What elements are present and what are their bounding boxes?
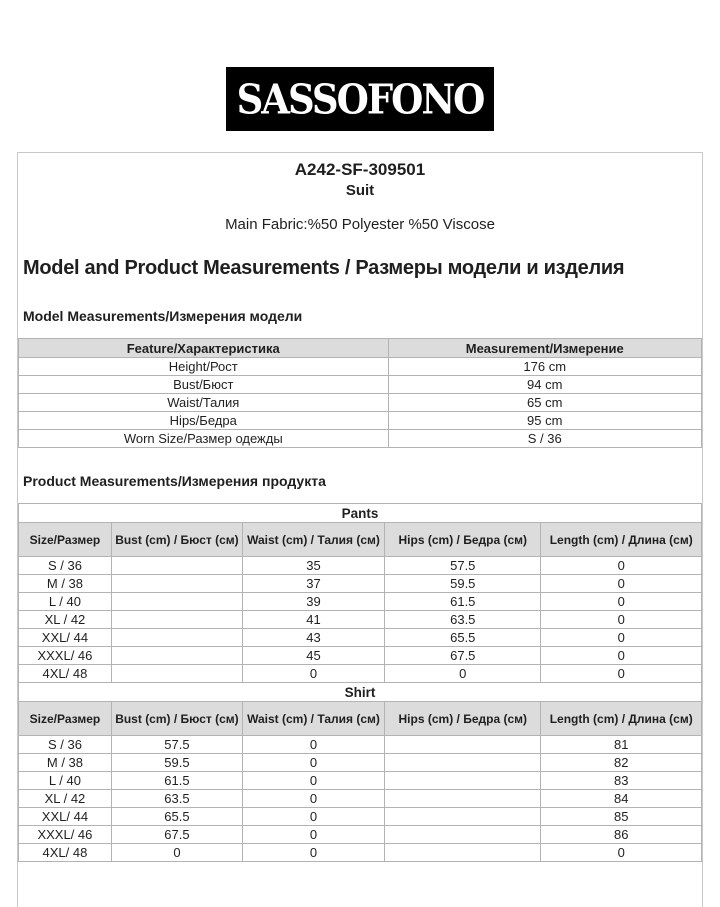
table-cell: 0 bbox=[541, 593, 702, 611]
product-code: A242-SF-309501 bbox=[294, 160, 426, 179]
table-row bbox=[19, 808, 702, 826]
table-header-row bbox=[19, 523, 702, 557]
pants-size-table bbox=[18, 503, 702, 683]
table-row bbox=[19, 358, 702, 376]
table-cell: 0 bbox=[541, 629, 702, 647]
table-cell: 43 bbox=[243, 629, 385, 647]
column-header-size: Size/Размер bbox=[19, 702, 112, 736]
table-row bbox=[19, 376, 702, 394]
table-cell: 0 bbox=[541, 611, 702, 629]
table-cell bbox=[385, 736, 541, 754]
table-title-row bbox=[19, 504, 702, 523]
table-row bbox=[19, 754, 702, 772]
table-row bbox=[19, 557, 702, 575]
table-cell: 35 bbox=[243, 557, 385, 575]
column-header-waist: Waist (cm) / Талия (см) bbox=[243, 523, 385, 557]
table-cell: 0 bbox=[243, 844, 385, 862]
table-cell: L / 40 bbox=[19, 593, 112, 611]
table-cell: Waist/Талия bbox=[19, 394, 389, 412]
table-cell bbox=[111, 611, 242, 629]
table-header-row bbox=[19, 339, 702, 358]
table-cell: 176 cm bbox=[388, 358, 702, 376]
model-measurements-table bbox=[18, 338, 702, 448]
table-cell: M / 38 bbox=[19, 754, 112, 772]
column-header-length: Length (cm) / Длина (см) bbox=[541, 523, 702, 557]
table-row bbox=[19, 593, 702, 611]
table-cell: 37 bbox=[243, 575, 385, 593]
table-row bbox=[19, 790, 702, 808]
model-table-body bbox=[19, 358, 702, 448]
table-cell: 0 bbox=[243, 808, 385, 826]
table-cell: 85 bbox=[541, 808, 702, 826]
table-cell: 67.5 bbox=[385, 647, 541, 665]
table-row bbox=[19, 736, 702, 754]
table-cell: XXXL/ 46 bbox=[19, 826, 112, 844]
table-cell: XXL/ 44 bbox=[19, 629, 112, 647]
table-cell: 0 bbox=[243, 790, 385, 808]
table-row bbox=[19, 430, 702, 448]
table-cell bbox=[385, 844, 541, 862]
table-cell: S / 36 bbox=[19, 557, 112, 575]
table-cell bbox=[111, 665, 242, 683]
column-header-size: Size/Размер bbox=[19, 523, 112, 557]
table-cell: 0 bbox=[111, 844, 242, 862]
column-header-hips: Hips (cm) / Бедра (см) bbox=[385, 702, 541, 736]
table-cell bbox=[111, 557, 242, 575]
model-section-heading: Model Measurements/Измерения модели bbox=[23, 308, 303, 324]
size-chart-document bbox=[17, 152, 703, 907]
table-cell: 61.5 bbox=[385, 593, 541, 611]
shirt-size-table bbox=[18, 682, 702, 862]
table-cell bbox=[111, 647, 242, 665]
column-header-bust: Bust (cm) / Бюст (см) bbox=[111, 702, 242, 736]
table-row bbox=[19, 826, 702, 844]
table-row bbox=[19, 665, 702, 683]
table-row bbox=[19, 412, 702, 430]
column-header-waist: Waist (cm) / Талия (см) bbox=[243, 702, 385, 736]
table-cell bbox=[111, 629, 242, 647]
table-cell: 82 bbox=[541, 754, 702, 772]
table-row bbox=[19, 772, 702, 790]
table-row bbox=[19, 394, 702, 412]
table-cell: M / 38 bbox=[19, 575, 112, 593]
table-cell: 57.5 bbox=[111, 736, 242, 754]
shirt-table-body bbox=[19, 736, 702, 862]
table-cell: 81 bbox=[541, 736, 702, 754]
table-cell: 0 bbox=[385, 665, 541, 683]
table-cell: XXXL/ 46 bbox=[19, 647, 112, 665]
table-cell: 95 cm bbox=[388, 412, 702, 430]
column-header-hips: Hips (cm) / Бедра (см) bbox=[385, 523, 541, 557]
column-header-feature: Feature/Характеристика bbox=[19, 339, 389, 358]
table-cell: 0 bbox=[243, 736, 385, 754]
table-cell: 0 bbox=[541, 557, 702, 575]
table-cell: S / 36 bbox=[19, 736, 112, 754]
column-header-bust: Bust (cm) / Бюст (см) bbox=[111, 523, 242, 557]
table-cell bbox=[385, 790, 541, 808]
table-cell: 4XL/ 48 bbox=[19, 844, 112, 862]
table-cell: 45 bbox=[243, 647, 385, 665]
table-cell: XL / 42 bbox=[19, 790, 112, 808]
brand-logo-text: SASSOFONO bbox=[236, 74, 484, 124]
table-cell: Worn Size/Размер одежды bbox=[19, 430, 389, 448]
table-title-pants: Pants bbox=[19, 504, 702, 523]
page bbox=[0, 67, 720, 907]
table-cell: Height/Рост bbox=[19, 358, 389, 376]
table-title-row bbox=[19, 683, 702, 702]
table-row bbox=[19, 575, 702, 593]
brand-logo bbox=[226, 67, 494, 131]
table-cell: 83 bbox=[541, 772, 702, 790]
pants-table-body bbox=[19, 557, 702, 683]
table-cell: 0 bbox=[541, 665, 702, 683]
table-cell: 0 bbox=[243, 665, 385, 683]
table-cell bbox=[111, 575, 242, 593]
table-cell: Hips/Бедра bbox=[19, 412, 389, 430]
table-cell: Bust/Бюст bbox=[19, 376, 389, 394]
table-row bbox=[19, 611, 702, 629]
product-name: Suit bbox=[345, 182, 375, 199]
table-cell: 65.5 bbox=[385, 629, 541, 647]
table-cell: 39 bbox=[243, 593, 385, 611]
table-cell: XL / 42 bbox=[19, 611, 112, 629]
table-cell: 4XL/ 48 bbox=[19, 665, 112, 683]
table-cell bbox=[385, 808, 541, 826]
table-cell: 57.5 bbox=[385, 557, 541, 575]
table-cell: L / 40 bbox=[19, 772, 112, 790]
table-row bbox=[19, 844, 702, 862]
table-cell: 41 bbox=[243, 611, 385, 629]
table-cell bbox=[385, 754, 541, 772]
table-row bbox=[19, 647, 702, 665]
fabric-composition: Main Fabric:%50 Polyester %50 Viscose bbox=[225, 216, 495, 233]
table-cell bbox=[111, 593, 242, 611]
table-cell: S / 36 bbox=[388, 430, 702, 448]
table-cell: 59.5 bbox=[111, 754, 242, 772]
table-title-shirt: Shirt bbox=[19, 683, 702, 702]
table-row bbox=[19, 629, 702, 647]
table-cell: 0 bbox=[541, 647, 702, 665]
table-cell: 65 cm bbox=[388, 394, 702, 412]
table-cell: 67.5 bbox=[111, 826, 242, 844]
table-cell: 0 bbox=[541, 844, 702, 862]
table-cell bbox=[385, 772, 541, 790]
table-cell: 94 cm bbox=[388, 376, 702, 394]
product-section-heading: Product Measurements/Измерения продукта bbox=[23, 473, 326, 489]
column-header-measurement: Measurement/Измерение bbox=[388, 339, 702, 358]
table-cell: 65.5 bbox=[111, 808, 242, 826]
table-cell: 0 bbox=[243, 754, 385, 772]
column-header-length: Length (cm) / Длина (см) bbox=[541, 702, 702, 736]
table-cell: 84 bbox=[541, 790, 702, 808]
table-cell: 61.5 bbox=[111, 772, 242, 790]
table-cell: 86 bbox=[541, 826, 702, 844]
table-cell: 0 bbox=[243, 826, 385, 844]
table-cell: 63.5 bbox=[111, 790, 242, 808]
table-cell: 0 bbox=[541, 575, 702, 593]
table-cell: XXL/ 44 bbox=[19, 808, 112, 826]
table-cell: 0 bbox=[243, 772, 385, 790]
table-header-row bbox=[19, 702, 702, 736]
table-cell bbox=[385, 826, 541, 844]
table-cell: 59.5 bbox=[385, 575, 541, 593]
main-heading: Model and Product Measurements / Размеры модели и изделия bbox=[23, 257, 625, 279]
table-cell: 63.5 bbox=[385, 611, 541, 629]
